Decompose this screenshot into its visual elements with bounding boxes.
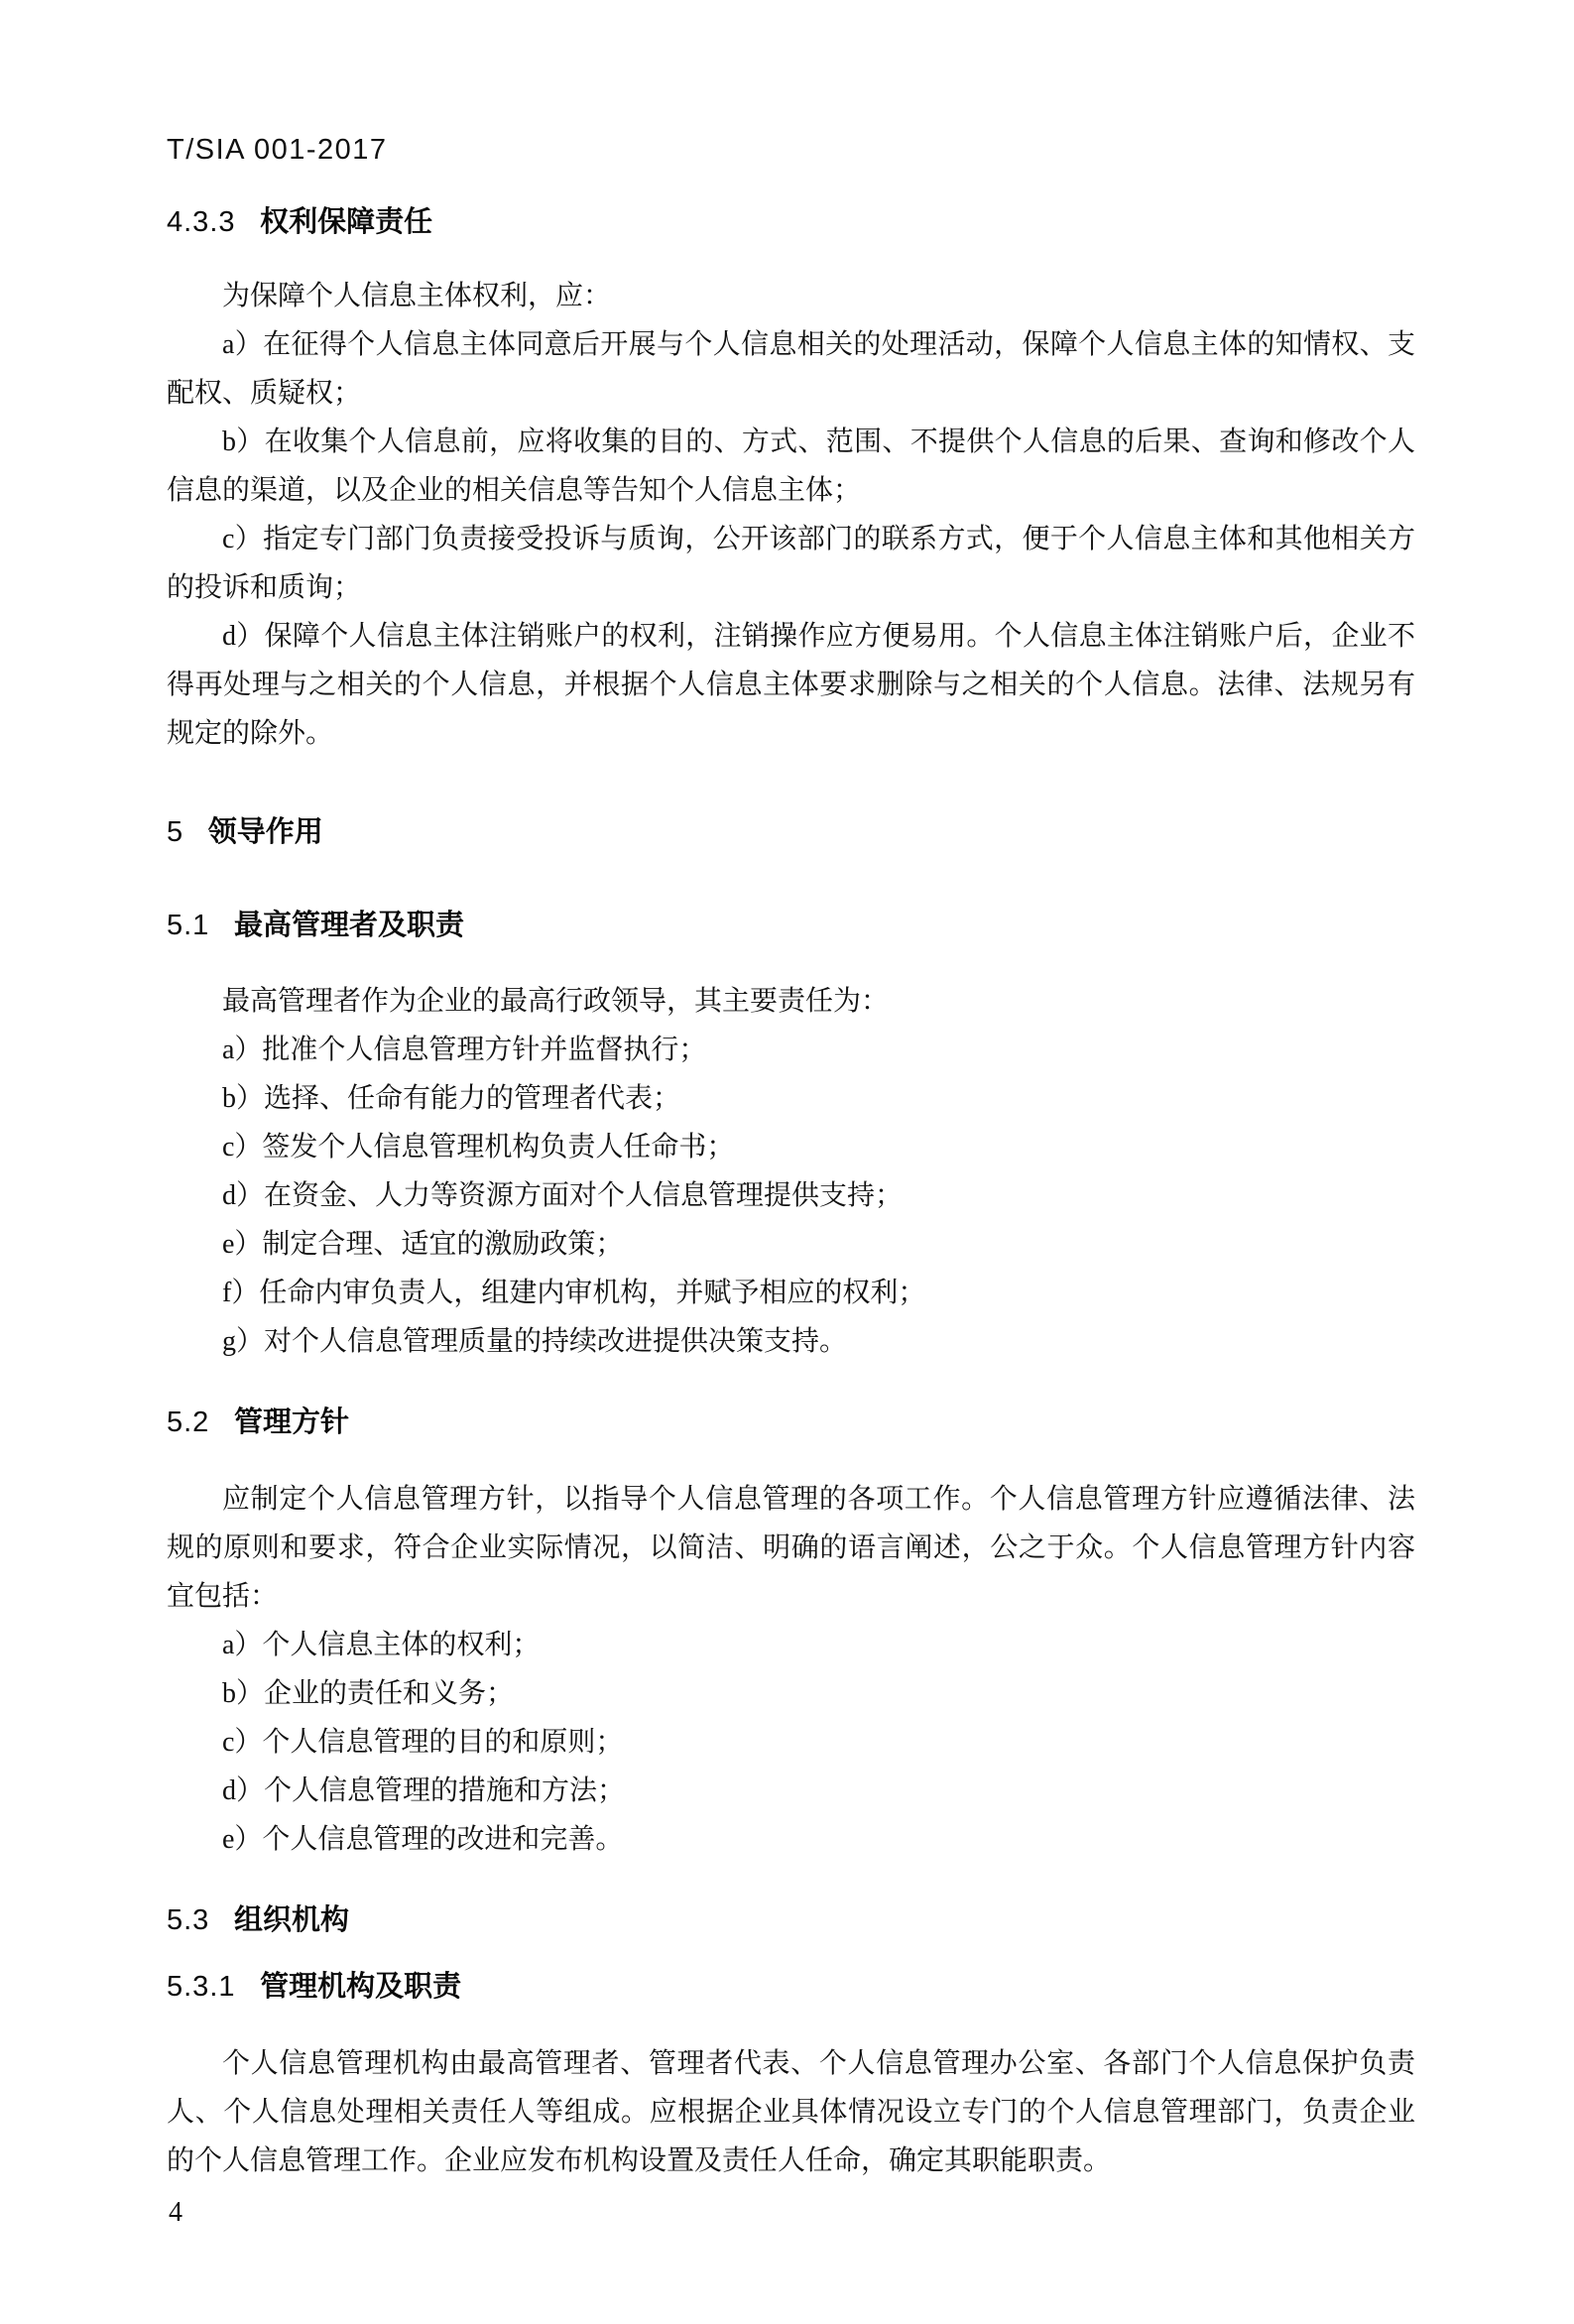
paragraph-433-intro: 为保障个人信息主体权利，应： [222,281,612,312]
heading-5-2-number: 5.2 [167,1407,210,1439]
heading-5-2-title: 管理方针 [233,1407,349,1439]
paragraph-52-item-e: e）个人信息管理的改进和完善。 [222,1823,624,1855]
paragraph-52-item-d: d）个人信息管理的措施和方法； [222,1774,626,1806]
paragraph-51-item-e: e）制定合理、适宜的激励政策； [222,1229,624,1261]
heading-4-3-3 [167,201,1415,245]
heading-5 [167,811,1415,855]
heading-5-3 [167,1899,1415,1943]
paragraph-433-item-b: b）在收集个人信息前，应将收集的目的、方式、范围、不提供个人信息的后果、查询和修改个人信息的渠道，以及企业的相关信息等告知个人信息主体； [167,427,1415,507]
paragraph-433-item-c: c）指定专门部门负责接受投诉与质询，公开该部门的联系方式，便于个人信息主体和其他相关方的投诉和质询； [167,524,1415,604]
section-5-2 [167,1402,1415,1864]
heading-5-2 [167,1402,1415,1445]
paragraph-51-item-c: c）签发个人信息管理机构负责人任命书； [222,1132,735,1163]
paragraph-51-intro: 最高管理者作为企业的最高行政领导，其主要责任为： [222,986,890,1018]
paragraph-51-item-d: d）在资金、人力等资源方面对个人信息管理提供支持； [222,1180,904,1212]
heading-4-3-3-number: 4.3.3 [167,205,236,238]
heading-5-title: 领导作用 [207,816,323,849]
heading-5-1 [167,905,1415,948]
paragraph-52-item-a: a）个人信息主体的权利； [222,1629,541,1660]
paragraph-51-item-g: g）对个人信息管理质量的持续改进提供决策支持。 [222,1326,848,1358]
paragraph-531-body: 个人信息管理机构由最高管理者、管理者代表、个人信息管理办公室、各部门个人信息保护负责人、个人信息处理相关责任人等组成。应根据企业具体情况设立专门的个人信息管理部门，负责企业的个人信息管理工作。企业应发布机构设置及责任人任命，确定其职能职责。 [167,2047,1415,2176]
paragraph-52-item-c: c）个人信息管理的目的和原则； [222,1726,624,1758]
paragraph-52-item-b: b）企业的责任和义务； [222,1677,515,1709]
heading-5-1-title: 最高管理者及职责 [233,909,464,941]
heading-5-3-1 [167,1966,1415,2010]
paragraph-51-item-a: a）批准个人信息管理方针并监督执行； [222,1035,707,1066]
paragraph-51-item-b: b）选择、任命有能力的管理者代表； [222,1083,681,1115]
heading-5-number: 5 [167,816,184,849]
heading-5-1-number: 5.1 [167,909,210,941]
paragraph-433-item-d: d）保障个人信息主体注销账户的权利，注销操作应方便易用。个人信息主体注销账户后，企业不得再处理与之相关的个人信息，并根据个人信息主体要求删除与之相关的个人信息。法律、法规另有规定的除外。 [167,621,1415,750]
section-5-3-1 [167,1966,1415,2185]
paragraph-51-item-f: f）任命内审负责人，组建内审机构，并赋予相应的权利； [222,1278,926,1309]
page-number: 4 [169,2196,182,2228]
heading-5-3-1-number: 5.3.1 [167,1971,236,2004]
heading-4-3-3-title: 权利保障责任 [260,205,433,238]
section-5-1 [167,905,1415,1367]
section-5-3 [167,1899,1415,1943]
section-4-3-3 [167,201,1415,759]
paragraph-52-intro: 应制定个人信息管理方针，以指导个人信息管理的各项工作。个人信息管理方针应遵循法律、法规的原则和要求，符合企业实际情况，以简洁、明确的语言阐述，公之于众。个人信息管理方针内容宜包括： [167,1483,1415,1612]
heading-5-3-title: 组织机构 [233,1903,349,1936]
heading-5-3-1-title: 管理机构及职责 [260,1971,462,2004]
heading-5-3-number: 5.3 [167,1903,210,1936]
doc-standard-code: T/SIA 001-2017 [167,134,388,166]
paragraph-433-item-a: a）在征得个人信息主体同意后开展与个人信息相关的处理活动，保障个人信息主体的知情权、支配权、质疑权； [167,329,1415,410]
